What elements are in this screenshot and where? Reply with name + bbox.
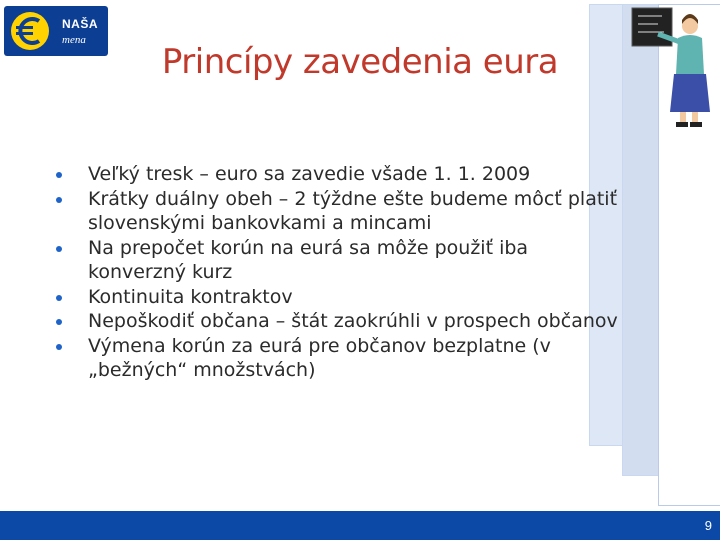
bullet-icon xyxy=(56,295,62,301)
euro-icon xyxy=(8,9,58,53)
logo-text: NAŠA xyxy=(62,17,99,31)
slide-title: Princípy zavedenia eura xyxy=(161,42,559,82)
page-number: 9 xyxy=(704,518,712,533)
bullet-text: Veľký tresk – euro sa zavedie všade 1. 1. 2009 xyxy=(88,163,531,185)
logo xyxy=(4,6,108,56)
list-item xyxy=(52,236,622,285)
teacher-illustration xyxy=(628,4,718,132)
list-item xyxy=(52,309,622,334)
bullet-list xyxy=(52,162,622,383)
bullet-icon xyxy=(56,246,62,252)
bullet-text: Výmena korún za eurá pre občanov bezplatne (v „bežných“ množstvách) xyxy=(88,334,551,381)
bullet-icon xyxy=(56,197,62,203)
logo-subtext: mena xyxy=(62,34,86,46)
footer-bar xyxy=(0,511,720,540)
list-item xyxy=(52,162,622,187)
list-item xyxy=(52,334,622,383)
list-item xyxy=(52,187,622,236)
bullet-icon xyxy=(56,344,62,350)
bullet-icon xyxy=(56,319,62,325)
list-item xyxy=(52,285,622,310)
bullet-icon xyxy=(56,172,62,178)
bullet-text: Krátky duálny obeh – 2 týždne ešte budeme môcť platiť slovenskými bankovkami a mincami xyxy=(88,187,618,234)
bullet-text: Kontinuita kontraktov xyxy=(88,285,293,308)
bullet-text: Nepoškodiť občana – štát zaokrúhli v prospech občanov xyxy=(88,310,618,332)
bullet-text: Na prepočet korún na eurá sa môže použiť iba konverzný kurz xyxy=(88,236,529,283)
